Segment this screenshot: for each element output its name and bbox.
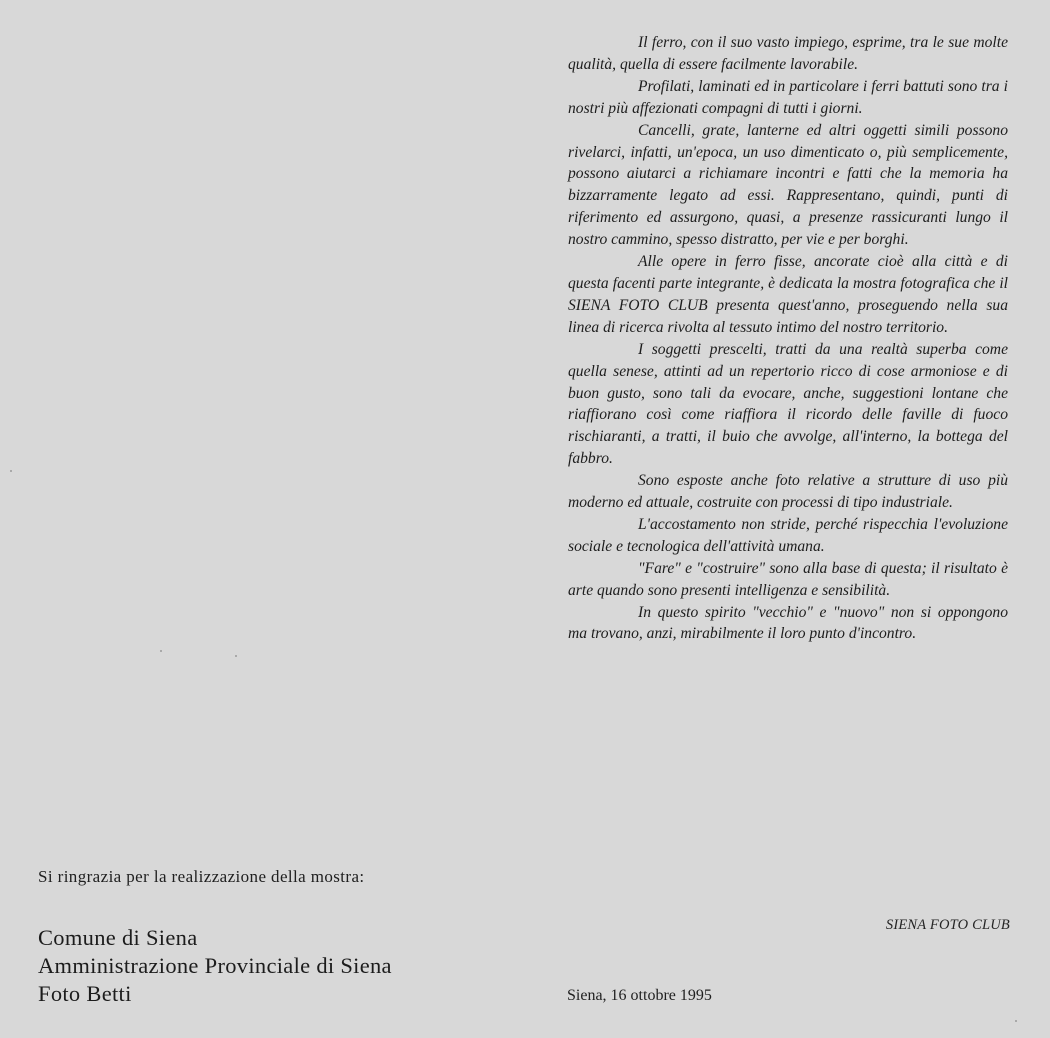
essay-paragraph: In questo spirito "vecchio" e "nuovo" non si oppongono ma trovano, anzi, mirabilmente il loro punto d'incontro. (568, 603, 1008, 643)
acknowledgement-line: Si ringrazia per la realizzazione della mostra: (38, 867, 365, 886)
essay-signature: SIENA FOTO CLUB (885, 917, 1010, 933)
essay-paragraph: Cancelli, grate, lanterne ed altri oggetti simili possono rivelarci, infatti, un'epoca, un uso dimenticato o, più semplicemente, possono aiutarci a richiamare incontri e fatti che la memoria ha bizzarramente legato ad essi. Rappresentano, quindi, punti di riferimento ed assurgono, quasi, a presenze rassicuranti lungo il nostro cammino, spesso distratto, per vie e per borghi. (568, 121, 1008, 249)
essay-paragraph: Il ferro, con il suo vasto impiego, esprime, tra le sue molte qualità, quella di essere facilmente lavorabile. (568, 34, 1008, 73)
paper-speck (1015, 1020, 1017, 1022)
sponsor-item: Comune di Siena (38, 925, 198, 950)
paper-speck (235, 655, 237, 657)
essay-paragraph: I soggetti prescelti, tratti da una realtà superba come quella senese, attinti ad un repertorio ricco di cose armoniose e di buon gusto, sono tali da evocare, anche, suggestioni lontane che riaffiorano così come riaffiora il ricordo delle faville di fuoco rischiaranti, a tratti, il buio che avvolge, all'interno, la bottega del fabbro. (568, 340, 1008, 468)
essay-paragraph: L'accostamento non stride, perché rispecchia l'evoluzione sociale e tecnologica dell'attività umana. (568, 515, 1008, 555)
essay-paragraph: Alle opere in ferro fisse, ancorate cioè alla città e di questa facenti parte integrante, è dedicata la mostra fotografica che il SIENA FOTO CLUB presenta quest'anno, proseguendo nella sua linea di ricerca rivolta al tessuto intimo del nostro territorio. (568, 253, 1008, 336)
paper-speck (160, 650, 162, 652)
sponsor-item: Foto Betti (38, 981, 132, 1006)
essay-text (568, 32, 1008, 645)
sponsor-item: Amministrazione Provinciale di Siena (38, 953, 392, 978)
essay-paragraph: Profilati, laminati ed in particolare i ferri battuti sono tra i nostri più affezionati compagni di tutti i giorni. (568, 77, 1008, 117)
place-and-date: Siena, 16 ottobre 1995 (567, 987, 712, 1004)
paper-speck (10, 470, 12, 472)
essay-paragraph: Sono esposte anche foto relative a strutture di uso più moderno ed attuale, costruite con processi di tipo industriale. (568, 472, 1008, 512)
sponsor-list (38, 924, 392, 1008)
essay-paragraph: "Fare" e "costruire" sono alla base di questa; il risultato è arte quando sono presenti intelligenza e sensibilità. (568, 559, 1008, 599)
